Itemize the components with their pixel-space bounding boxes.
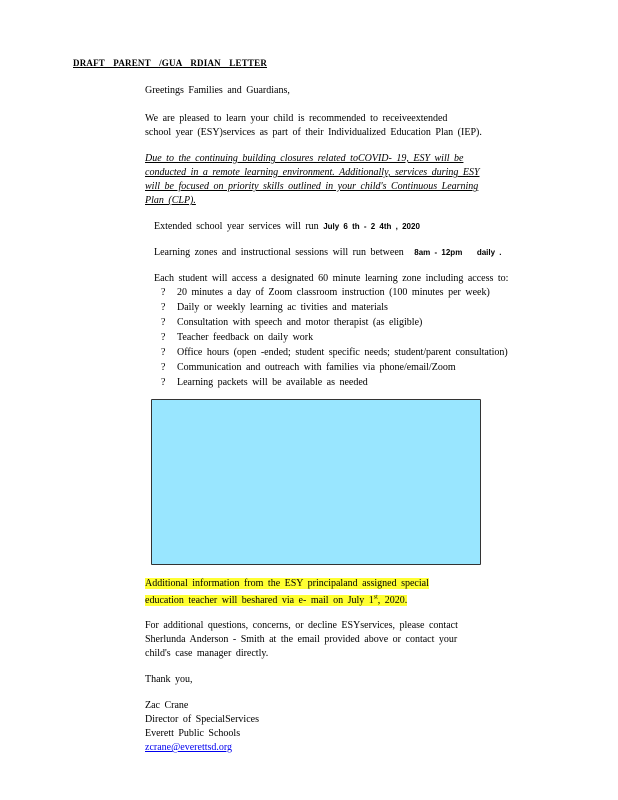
highlight-note-line-2 [145, 591, 407, 608]
access-intro: Each student will access a designated 60 minute learning zone including access to: [154, 273, 509, 284]
zones-time: 8am - 12pm [414, 248, 463, 257]
signature-email-link[interactable]: zcrane@everettsd.org [145, 742, 233, 753]
bullet-item: Learning packets will be available as needed [177, 377, 368, 388]
highlight-note-line-1 [145, 577, 429, 591]
dates-value: July 6 th - 2 4th , 2020 [323, 222, 420, 231]
intro-line-2: school year (ESY)services as part of their Individualized Education Plan (IEP). [145, 127, 482, 138]
questions-line-2: Sherlunda Anderson - Smith at the email provided above or contact your [145, 634, 458, 645]
questions-line-1: For additional questions, concerns, or decline ESYservices, please contact [145, 620, 458, 631]
letter-header: DRAFT PARENT /GUA RDIAN LETTER [73, 58, 268, 68]
bullet-symbol: ? [161, 332, 166, 343]
covid-notice-line-4: Plan (CLP). [145, 195, 196, 206]
bullet-item: Teacher feedback on daily work [177, 332, 314, 343]
covid-notice-line-3: will be focused on priority skills outlined in your child's Continuous Learning [145, 181, 479, 192]
questions-line-3: child's case manager directly. [145, 648, 269, 659]
zones-line [154, 246, 502, 260]
zones-prefix: Learning zones and instructional sessions will run between [154, 247, 404, 258]
greeting: Greetings Families and Guardians, [145, 85, 290, 96]
blue-placeholder-box [151, 399, 481, 565]
esy-dates-line [154, 220, 420, 234]
highlight-text: Additional information from the ESY principaland assigned special [145, 578, 429, 589]
bullet-item: Office hours (open -ended; student specific needs; student/parent consultation) [177, 347, 508, 358]
bullet-symbol: ? [161, 302, 166, 313]
covid-notice-line-2: conducted in a remote learning environment. Additionally, services during ESY [145, 167, 480, 178]
bullet-symbol: ? [161, 317, 166, 328]
bullet-symbol: ? [161, 377, 166, 388]
signature-title: Director of SpecialServices [145, 714, 259, 725]
signature-org: Everett Public Schools [145, 728, 241, 739]
bullet-item: Communication and outreach with families via phone/email/Zoom [177, 362, 456, 373]
date-ordinal: st [373, 595, 378, 601]
signature-name: Zac Crane [145, 700, 189, 711]
highlight-text-end: , 2020. [377, 595, 408, 607]
highlight-text-main: education teacher will beshared via e- mail on July 1 [145, 595, 374, 607]
zones-suffix: daily . [476, 248, 502, 257]
highlight-text [145, 595, 407, 606]
bullet-item: 20 minutes a day of Zoom classroom instruction (100 minutes per week) [177, 287, 490, 298]
covid-notice-line-1: Due to the continuing building closures related toCOVID- 19, ESY will be [145, 153, 464, 164]
bullet-symbol: ? [161, 347, 166, 358]
intro-line-1: We are pleased to learn your child is recommended to receiveextended [145, 113, 448, 124]
bullet-symbol: ? [161, 362, 166, 373]
bullet-item: Daily or weekly learning ac tivities and materials [177, 302, 388, 313]
closing: Thank you, [145, 674, 193, 685]
bullet-item: Consultation with speech and motor therapist (as eligible) [177, 317, 423, 328]
bullet-symbol: ? [161, 287, 166, 298]
dates-prefix: Extended school year services will run [154, 221, 319, 232]
